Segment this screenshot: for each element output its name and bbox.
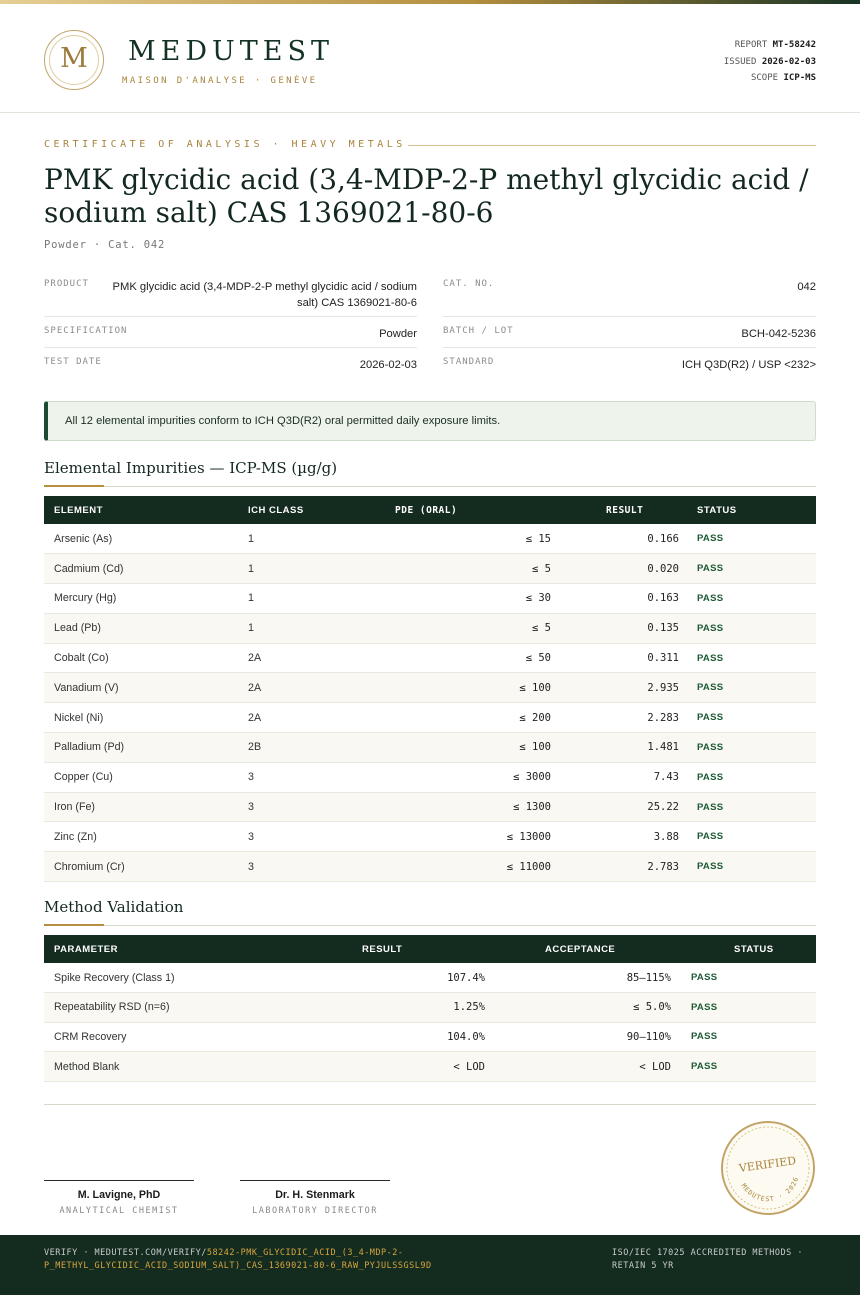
column-header-status: STATUS bbox=[681, 935, 816, 963]
element-cell: Vanadium (V) bbox=[44, 673, 238, 703]
status-cell: PASS bbox=[687, 643, 816, 673]
status-cell: PASS bbox=[687, 792, 816, 822]
ich-class-cell: 2A bbox=[238, 643, 365, 673]
element-cell: Cobalt (Co) bbox=[44, 643, 238, 673]
signature-divider bbox=[44, 1104, 816, 1105]
column-header-status: STATUS bbox=[687, 496, 816, 524]
column-header-element: ELEMENT bbox=[44, 496, 238, 524]
signatory-role: ANALYTICAL CHEMIST bbox=[59, 1206, 179, 1216]
info-row-batch bbox=[443, 317, 816, 348]
element-cell: Lead (Pb) bbox=[44, 613, 238, 643]
element-cell: Mercury (Hg) bbox=[44, 584, 238, 614]
ich-class-cell: 1 bbox=[238, 584, 365, 614]
result-cell: 1.25% bbox=[314, 993, 495, 1023]
signature-block-director bbox=[240, 1180, 390, 1216]
table-row bbox=[44, 643, 816, 673]
status-cell: PASS bbox=[687, 524, 816, 554]
status-cell: PASS bbox=[687, 822, 816, 852]
certificate-rule bbox=[408, 145, 816, 146]
pde-cell: ≤ 11000 bbox=[365, 852, 561, 882]
pde-cell: ≤ 1300 bbox=[365, 792, 561, 822]
status-cell: PASS bbox=[681, 963, 816, 993]
pde-cell: ≤ 15 bbox=[365, 524, 561, 554]
signatory-name: M. Lavigne, PhD bbox=[77, 1189, 161, 1201]
result-cell: 0.020 bbox=[561, 554, 687, 584]
status-cell: PASS bbox=[681, 993, 816, 1023]
table-row bbox=[44, 1052, 816, 1082]
issued-label: ISSUED bbox=[723, 56, 757, 67]
acceptance-cell: ≤ 5.0% bbox=[495, 993, 681, 1023]
product-title: PMK glycidic acid (3,4-MDP-2-P methyl glycidic acid / sodium salt) CAS 1369021-80-6 bbox=[44, 163, 809, 229]
ich-class-cell: 2A bbox=[238, 673, 365, 703]
info-value: 2026-02-03 bbox=[359, 359, 417, 371]
info-label: SPECIFICATION bbox=[44, 326, 128, 336]
status-cell: PASS bbox=[687, 733, 816, 763]
product-subline: Powder · Cat. 042 bbox=[44, 239, 166, 251]
table-row bbox=[44, 792, 816, 822]
status-cell: PASS bbox=[687, 613, 816, 643]
issued-date: 2026-02-03 bbox=[761, 56, 816, 67]
validation-table bbox=[44, 935, 816, 1082]
pde-cell: ≤ 5 bbox=[365, 613, 561, 643]
impurities-table bbox=[44, 496, 816, 882]
acceptance-cell: 85–115% bbox=[495, 963, 681, 993]
verification-link[interactable] bbox=[44, 1247, 524, 1272]
parameter-cell: CRM Recovery bbox=[44, 1022, 314, 1052]
info-label: PRODUCT bbox=[44, 279, 89, 289]
verified-seal bbox=[720, 1120, 816, 1216]
table-row bbox=[44, 524, 816, 554]
status-cell: PASS bbox=[687, 673, 816, 703]
ich-class-cell: 3 bbox=[238, 852, 365, 882]
signatory-name: Dr. H. Stenmark bbox=[275, 1189, 355, 1201]
parameter-cell: Method Blank bbox=[44, 1052, 314, 1082]
seal-text: VERIFIED bbox=[738, 1154, 797, 1175]
info-label: TEST DATE bbox=[44, 357, 102, 367]
result-cell: 0.135 bbox=[561, 613, 687, 643]
validation-section-title: Method Validation bbox=[44, 898, 184, 916]
info-label: STANDARD bbox=[443, 357, 495, 367]
acceptance-cell: 90–110% bbox=[495, 1022, 681, 1052]
notice-text: All 12 elemental impurities conform to ICH Q3D(R2) oral permitted daily exposure limits. bbox=[65, 415, 501, 427]
pde-cell: ≤ 5 bbox=[365, 554, 561, 584]
table-row bbox=[44, 733, 816, 763]
info-right-column bbox=[443, 278, 816, 379]
info-row-test-date bbox=[44, 348, 417, 379]
pde-cell: ≤ 200 bbox=[365, 703, 561, 733]
status-cell: PASS bbox=[687, 584, 816, 614]
ich-class-cell: 3 bbox=[238, 792, 365, 822]
info-left-column bbox=[44, 278, 417, 379]
status-cell: PASS bbox=[681, 1022, 816, 1052]
result-cell: 0.311 bbox=[561, 643, 687, 673]
ich-class-cell: 1 bbox=[238, 524, 365, 554]
result-cell: 3.88 bbox=[561, 822, 687, 852]
page-header bbox=[0, 4, 860, 113]
parameter-cell: Spike Recovery (Class 1) bbox=[44, 963, 314, 993]
info-value: Powder bbox=[379, 328, 417, 340]
element-cell: Palladium (Pd) bbox=[44, 733, 238, 763]
report-meta bbox=[724, 37, 816, 87]
parameter-cell: Repeatability RSD (n=6) bbox=[44, 993, 314, 1023]
table-row bbox=[44, 963, 816, 993]
impurities-rows bbox=[44, 524, 816, 882]
info-value: BCH-042-5236 bbox=[741, 328, 816, 340]
status-cell: PASS bbox=[687, 703, 816, 733]
info-row-standard bbox=[443, 348, 816, 379]
impurities-section-title: Elemental Impurities — ICP-MS (µg/g) bbox=[44, 459, 338, 477]
table-row bbox=[44, 584, 816, 614]
brand-name: MEDUTEST bbox=[128, 36, 334, 67]
element-cell: Chromium (Cr) bbox=[44, 852, 238, 882]
ich-class-cell: 2A bbox=[238, 703, 365, 733]
column-header-ich-class: ICH CLASS bbox=[238, 496, 365, 524]
ich-class-cell: 1 bbox=[238, 554, 365, 584]
column-header-acceptance: ACCEPTANCE bbox=[495, 935, 681, 963]
table-row bbox=[44, 1022, 816, 1052]
scope-label: SCOPE bbox=[750, 73, 779, 83]
result-cell: 104.0% bbox=[314, 1022, 495, 1052]
ich-class-cell: 2B bbox=[238, 733, 365, 763]
element-cell: Copper (Cu) bbox=[44, 762, 238, 792]
result-cell: 2.283 bbox=[561, 703, 687, 733]
status-cell: PASS bbox=[687, 762, 816, 792]
info-row-product bbox=[44, 278, 417, 317]
table-row bbox=[44, 554, 816, 584]
ich-class-cell: 3 bbox=[238, 822, 365, 852]
result-cell: 107.4% bbox=[314, 963, 495, 993]
verify-prefix: VERIFY · MEDUTEST.COM/VERIFY/ bbox=[44, 1248, 207, 1258]
result-cell: 0.163 bbox=[561, 584, 687, 614]
result-cell: 25.22 bbox=[561, 792, 687, 822]
status-cell: PASS bbox=[687, 554, 816, 584]
table-row bbox=[44, 993, 816, 1023]
result-cell: 2.783 bbox=[561, 852, 687, 882]
logo-letter: M bbox=[60, 43, 88, 74]
element-cell: Cadmium (Cd) bbox=[44, 554, 238, 584]
element-cell: Zinc (Zn) bbox=[44, 822, 238, 852]
result-cell: 2.935 bbox=[561, 673, 687, 703]
brand-logo bbox=[44, 30, 104, 90]
result-cell: 1.481 bbox=[561, 733, 687, 763]
signatory-role: LABORATORY DIRECTOR bbox=[252, 1206, 378, 1216]
pde-cell: ≤ 30 bbox=[365, 584, 561, 614]
table-row bbox=[44, 703, 816, 733]
element-cell: Arsenic (As) bbox=[44, 524, 238, 554]
pde-cell: ≤ 13000 bbox=[365, 822, 561, 852]
status-cell: PASS bbox=[681, 1052, 816, 1082]
pde-cell: ≤ 100 bbox=[365, 673, 561, 703]
table-header-row bbox=[44, 935, 816, 963]
scope-value: ICP-MS bbox=[783, 73, 816, 83]
certificate-label: CERTIFICATE OF ANALYSIS · HEAVY METALS bbox=[44, 139, 406, 150]
impurities-section-rule bbox=[44, 486, 816, 487]
ich-class-cell: 1 bbox=[238, 613, 365, 643]
ich-class-cell: 3 bbox=[238, 762, 365, 792]
column-header-result: RESULT bbox=[561, 496, 687, 524]
verify-url[interactable]: 58242-PMK_GLYCIDIC_ACID_(3_4-MDP-2-P_METHYL_GLYCIDIC_ACID_SODIUM_SALT)_CAS_1369021-80-6_RAW_PYJULSSGSL9D bbox=[44, 1248, 432, 1271]
table-row bbox=[44, 822, 816, 852]
column-header-pde: PDE (ORAL) bbox=[365, 496, 561, 524]
table-row bbox=[44, 673, 816, 703]
result-cell: 7.43 bbox=[561, 762, 687, 792]
info-value: ICH Q3D(R2) / USP <232> bbox=[681, 359, 816, 371]
table-row bbox=[44, 762, 816, 792]
info-row-specification bbox=[44, 317, 417, 348]
info-label: BATCH / LOT bbox=[443, 326, 514, 336]
info-label: CAT. NO. bbox=[443, 279, 495, 289]
table-row bbox=[44, 613, 816, 643]
validation-section-rule bbox=[44, 925, 816, 926]
acceptance-cell: < LOD bbox=[495, 1052, 681, 1082]
result-cell: 0.166 bbox=[561, 524, 687, 554]
element-cell: Nickel (Ni) bbox=[44, 703, 238, 733]
info-row-cat-no bbox=[443, 278, 816, 317]
signature-block-chemist bbox=[44, 1180, 194, 1216]
result-cell: < LOD bbox=[314, 1052, 495, 1082]
accreditation-note: ISO/IEC 17025 ACCREDITED METHODS · RETAIN 5 YR bbox=[612, 1248, 803, 1271]
info-value: PMK glycidic acid (3,4-MDP-2-P methyl glycidic acid / sodium salt) CAS 1369021-80-6 bbox=[112, 281, 417, 309]
column-header-result: RESULT bbox=[314, 935, 495, 963]
conformance-notice bbox=[44, 401, 816, 441]
brand-tagline: MAISON D'ANALYSE · GENÈVE bbox=[122, 76, 318, 86]
pde-cell: ≤ 50 bbox=[365, 643, 561, 673]
element-cell: Iron (Fe) bbox=[44, 792, 238, 822]
page-footer bbox=[0, 1235, 860, 1295]
validation-rows bbox=[44, 963, 816, 1081]
report-number: MT-58242 bbox=[772, 40, 816, 50]
pde-cell: ≤ 3000 bbox=[365, 762, 561, 792]
table-row bbox=[44, 852, 816, 882]
seal-ring-text: MEDUTEST · 2026 bbox=[739, 1175, 801, 1204]
info-value: 042 bbox=[797, 281, 816, 293]
pde-cell: ≤ 100 bbox=[365, 733, 561, 763]
table-header-row bbox=[44, 496, 816, 524]
column-header-parameter: PARAMETER bbox=[44, 935, 314, 963]
report-label: REPORT bbox=[734, 40, 768, 50]
status-cell: PASS bbox=[687, 852, 816, 882]
